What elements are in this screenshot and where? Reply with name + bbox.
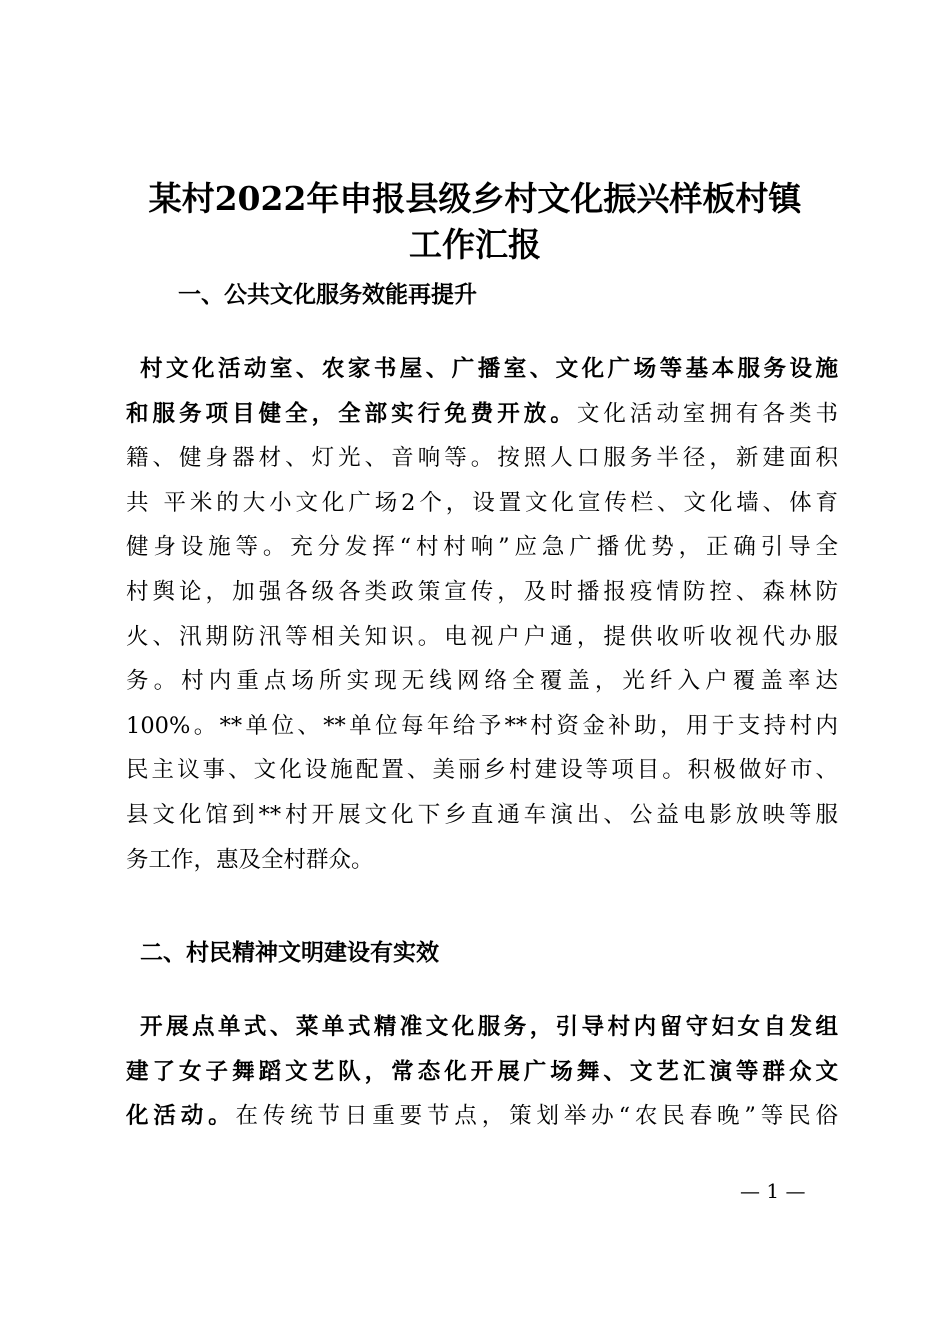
paragraph-line: [126, 481, 838, 526]
paragraph-line: [126, 436, 838, 481]
body-text: 籍、健身器材、灯光、音响等。按照人口服务半径，新建面积: [126, 445, 838, 472]
paragraph-line: [126, 1050, 838, 1095]
body-text: 村舆论，加强各级各类政策宣传，及时播报疫情防控、森林防: [126, 578, 838, 605]
section-2-heading: 二、村民精神文明建设有实效: [140, 940, 439, 966]
paragraph-line: [126, 615, 838, 660]
page-number: — 1 —: [740, 1179, 806, 1203]
document-title-line-1: 某村2022年申报县级乡村文化振兴样板村镇: [148, 179, 802, 218]
bold-text: 建了女子舞蹈文艺队，常态化开展广场舞、文艺汇演等群众文: [126, 1058, 838, 1085]
body-text: 务。村内重点场所实现无线网络全覆盖，光纤入户覆盖率达: [126, 668, 838, 695]
paragraph-line: [126, 748, 838, 793]
bold-text: 化活动。: [126, 1103, 236, 1130]
body-text: 文化活动室拥有各类书: [576, 400, 838, 427]
section-1-heading: 一、公共文化服务效能再提升: [178, 282, 477, 308]
paragraph-line: [126, 525, 838, 570]
paragraph-line: [126, 659, 838, 704]
bold-text: 开展点单式、菜单式精准文化服务，引导村内留守妇女自发组: [140, 1014, 838, 1040]
body-text: 火、汛期防汛等相关知识。电视户户通，提供收听收视代办服: [126, 623, 838, 650]
body-text: 在传统节日重要节点，策划举办“农民春晚”等民俗: [235, 1103, 838, 1130]
body-text: 民主议事、文化设施配置、美丽乡村建设等项目。积极做好市、: [126, 757, 838, 784]
paragraph-line: [126, 1094, 838, 1139]
paragraph-line: [126, 392, 838, 437]
body-text: 共 平米的大小文化广场2个，设置文化宣传栏、文化墙、体育: [126, 489, 838, 516]
body-text: 务工作，惠及全村群众。: [126, 846, 374, 873]
paragraph-line: [126, 704, 838, 749]
paragraph-line: [126, 793, 838, 838]
section-2-paragraph: [126, 1005, 838, 1139]
paragraph-line: [126, 347, 838, 392]
body-text: 健身设施等。充分发挥“村村响”应急广播优势，正确引导全: [126, 534, 838, 561]
body-text: 县文化馆到**村开展文化下乡直通车演出、公益电影放映等服: [126, 801, 838, 828]
paragraph-line: [126, 1005, 838, 1050]
bold-text: 和服务项目健全，全部实行免费开放。: [126, 400, 577, 427]
section-1-paragraph: [126, 347, 838, 882]
document-title-line-2: 工作汇报: [409, 225, 541, 264]
bold-text: 村文化活动室、农家书屋、广播室、文化广场等基本服务设施: [140, 356, 838, 382]
paragraph-line: [126, 838, 838, 883]
body-text: 100%。**单位、**单位每年给予**村资金补助，用于支持村内: [126, 712, 838, 739]
paragraph-line: [126, 570, 838, 615]
